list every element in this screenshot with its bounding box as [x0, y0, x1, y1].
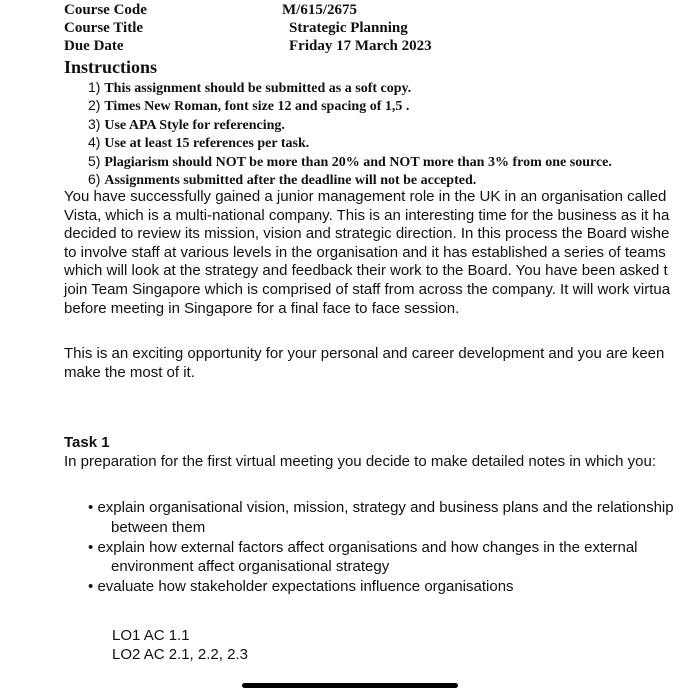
- paragraph-line: make the most of it.: [64, 363, 195, 381]
- scenario-paragraph-2: [64, 345, 700, 382]
- home-indicator[interactable]: [242, 683, 458, 688]
- instruction-text: Use APA Style for referencing.: [104, 117, 285, 133]
- learning-outcome: LO1 AC 1.1: [112, 627, 190, 644]
- instruction-number: 1): [88, 79, 101, 95]
- bullet-icon: •: [88, 578, 94, 596]
- course-code-label: Course Code: [64, 2, 147, 18]
- paragraph-line: You have successfully gained a junior management role in the UK in an organisation called: [64, 188, 667, 205]
- task-1-heading: Task 1: [64, 434, 110, 451]
- instruction-text: Times New Roman, font size 12 and spacing of 1,5 .: [104, 99, 410, 115]
- instruction-number: 2): [88, 97, 101, 114]
- instruction-item-1: [88, 78, 612, 96]
- instruction-text: Use at least 15 references per task.: [104, 136, 310, 152]
- bullet-text: explain how external factors affect organisations and how changes in the external: [97, 538, 638, 556]
- task-1-intro: In preparation for the first virtual meeting you decide to make detailed notes in which you:: [64, 453, 656, 470]
- paragraph-line: decided to review its mission, vision and strategic direction. In this process the Board wishe: [64, 225, 670, 243]
- due-date-label: Due Date: [64, 38, 124, 54]
- instruction-item-6: [88, 170, 612, 188]
- paragraph-line: which will look at the strategy and feedback their work to the Board. You have been asked t: [64, 262, 668, 280]
- instruction-text: This assignment should be submitted as a soft copy.: [104, 81, 412, 96]
- due-date-value: Friday 17 March 2023: [289, 38, 432, 54]
- scenario-paragraph-1: [64, 188, 700, 318]
- instruction-item-2: [88, 96, 612, 114]
- task-bullet-item: [88, 577, 674, 597]
- instruction-number: 6): [88, 170, 101, 187]
- instruction-item-5: [88, 152, 612, 170]
- bullet-text: evaluate how stakeholder expectations influence organisations: [97, 578, 514, 596]
- instruction-text: Assignments submitted after the deadline will not be accepted.: [104, 172, 477, 188]
- course-code-value: M/615/2675: [282, 2, 357, 18]
- bullet-text-continuation: between them: [111, 518, 206, 536]
- paragraph-line: Vista, which is a multi-national company. This is an interesting time for the business as it ha: [64, 206, 670, 224]
- learning-outcome: LO2 AC 2.1, 2.2, 2.3: [112, 646, 248, 663]
- instruction-item-3: [88, 115, 612, 133]
- course-title-label: Course Title: [64, 20, 144, 36]
- instruction-number: 3): [88, 115, 101, 132]
- instruction-item-4: [88, 133, 612, 151]
- paragraph-line: to involve staff at various levels in the organisation and it has established a series of teams: [64, 243, 666, 261]
- instruction-number: 5): [88, 152, 101, 169]
- bullet-text: explain organisational vision, mission, strategy and business plans and the relationship: [97, 499, 674, 516]
- instruction-text: Plagiarism should NOT be more than 20% and NOT more than 3% from one source.: [104, 154, 612, 170]
- instructions-list: [88, 78, 612, 188]
- bullet-icon: •: [88, 538, 94, 556]
- paragraph-line: join Team Singapore which is comprised of staff from across the company. It will work virtua: [64, 280, 671, 298]
- task-bullet-item: [88, 498, 674, 518]
- instructions-heading: Instructions: [64, 57, 158, 77]
- course-title-value: Strategic Planning: [289, 20, 408, 36]
- bullet-text-continuation: environment affect organisational strategy: [111, 558, 390, 576]
- paragraph-line: This is an exciting opportunity for your personal and career development and you are keen: [64, 345, 665, 362]
- task-bullet-item: [88, 538, 674, 558]
- learning-outcomes: [112, 626, 248, 664]
- task-1-bullets: [88, 498, 674, 597]
- bullet-icon: •: [88, 499, 94, 516]
- instruction-number: 4): [88, 134, 101, 151]
- paragraph-line: before meeting in Singapore for a final face to face session.: [64, 299, 460, 317]
